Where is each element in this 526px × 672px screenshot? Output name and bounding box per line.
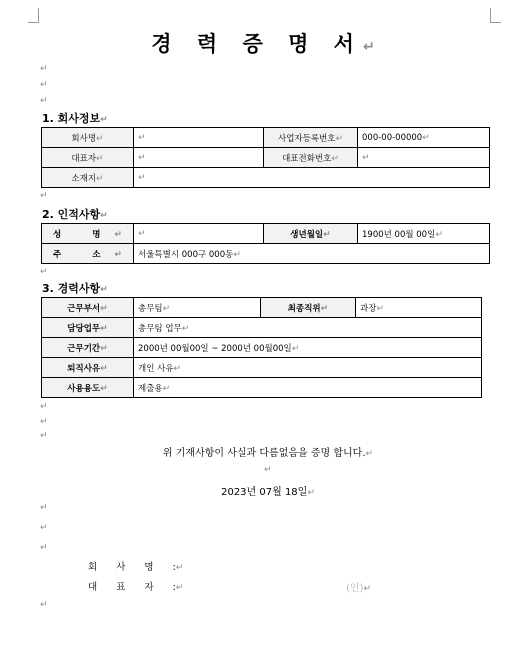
paragraph-mark: ↵ xyxy=(40,191,48,201)
document-title: 경 력 증 명 서↵ xyxy=(151,32,375,56)
section-career-heading: 3. 경력사항↵ xyxy=(42,282,108,295)
resignation-reason-value[interactable]: 개인 사유↵ xyxy=(134,358,482,378)
issue-date: 2023년 07월 18일↵ xyxy=(221,487,315,498)
signature-representative-label: 대 표 자 :↵ xyxy=(88,582,184,593)
section-company-info-heading: 1. 회사정보↵ xyxy=(42,112,108,125)
paragraph-mark: ↵ xyxy=(40,96,48,106)
personal-info-table xyxy=(41,223,490,264)
person-address-value[interactable]: 서울특별시 000구 000동↵ xyxy=(134,244,490,264)
paragraph-mark: ↵ xyxy=(40,600,48,610)
period-value[interactable]: 2000년 00월00일 ~ 2000년 00월00일↵ xyxy=(134,338,482,358)
ceo-value[interactable]: ↵ xyxy=(134,148,264,168)
company-name-label: 회사명↵ xyxy=(42,128,134,148)
purpose-value[interactable]: 제출용↵ xyxy=(134,378,482,398)
birthdate-label: 생년월일↵ xyxy=(264,224,358,244)
department-value[interactable]: 총무팀↵ xyxy=(134,298,261,318)
department-label: 근무부서↵ xyxy=(42,298,134,318)
paragraph-mark: ↵ xyxy=(40,523,48,533)
phone-label: 대표전화번호↵ xyxy=(264,148,358,168)
phone-value[interactable]: ↵ xyxy=(358,148,490,168)
crop-mark-top-right xyxy=(490,8,501,23)
paragraph-mark: ↵ xyxy=(40,267,48,277)
declaration-text: 위 기재사항이 사실과 다름없음을 증명 합니다.↵ xyxy=(162,448,374,459)
paragraph-mark: ↵ xyxy=(40,543,48,553)
person-address-label: 주 소↵ xyxy=(42,244,134,264)
section-personal-info-heading: 2. 인적사항↵ xyxy=(42,208,108,221)
paragraph-mark: ↵ xyxy=(40,503,48,513)
paragraph-mark: ↵ xyxy=(40,64,48,74)
company-info-table xyxy=(41,127,490,188)
paragraph-mark: ↵ xyxy=(40,417,48,427)
birthdate-value[interactable]: 1900년 00월 00일↵ xyxy=(358,224,490,244)
final-position-label: 최종직위↵ xyxy=(261,298,356,318)
person-name-value[interactable]: ↵ xyxy=(134,224,264,244)
business-number-label: 사업자등록번호↵ xyxy=(264,128,358,148)
final-position-value[interactable]: 과장↵ xyxy=(356,298,482,318)
paragraph-mark: ↵ xyxy=(40,80,48,90)
person-name-label: 성 명↵ xyxy=(42,224,134,244)
career-table xyxy=(41,297,482,398)
company-name-value[interactable]: ↵ xyxy=(134,128,264,148)
paragraph-mark: ↵ xyxy=(40,431,48,441)
paragraph-mark: ↵ xyxy=(40,402,48,412)
crop-mark-top-left xyxy=(28,8,39,23)
business-number-value[interactable]: 000-00-00000↵ xyxy=(358,128,490,148)
resignation-reason-label: 퇴직사유↵ xyxy=(42,358,134,378)
ceo-label: 대표자↵ xyxy=(42,148,134,168)
paragraph-mark: ↵ xyxy=(264,465,272,475)
duty-value[interactable]: 총무팀 업무↵ xyxy=(134,318,482,338)
company-address-label: 소재지↵ xyxy=(42,168,134,188)
company-address-value[interactable]: ↵ xyxy=(134,168,490,188)
purpose-label: 사용용도↵ xyxy=(42,378,134,398)
signature-company-label: 회 사 명 :↵ xyxy=(88,562,184,573)
duty-label: 담당업무↵ xyxy=(42,318,134,338)
period-label: 근무기간↵ xyxy=(42,338,134,358)
seal-mark: (인)↵ xyxy=(346,583,372,594)
